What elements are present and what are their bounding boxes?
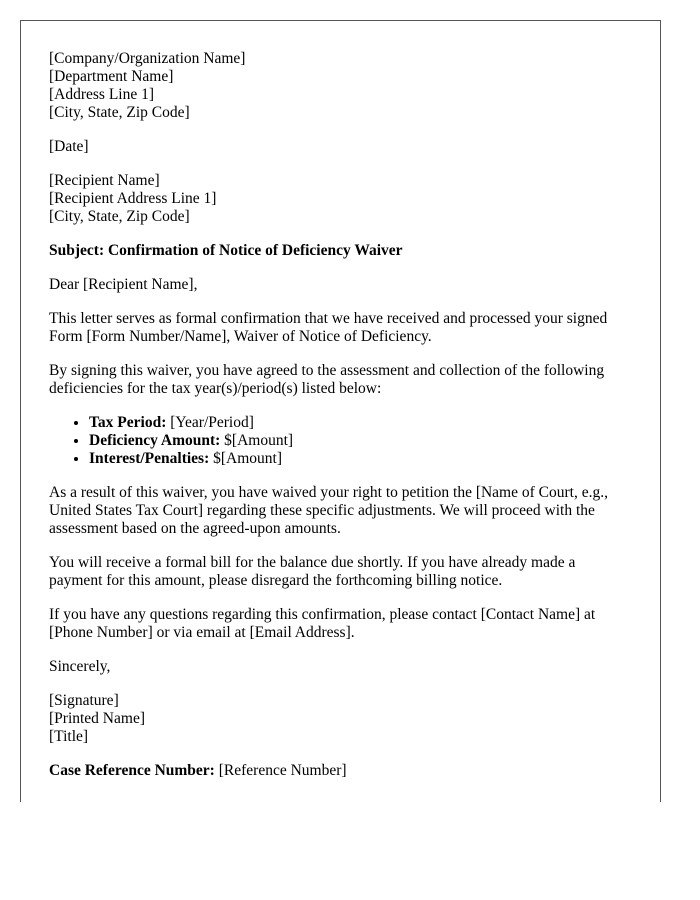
- signer-title: [Title]: [49, 728, 89, 745]
- letter-date: [49, 138, 632, 156]
- list-item-value: [Year/Period]: [170, 414, 254, 431]
- list-item-label: Tax Period:: [89, 414, 167, 431]
- deficiency-list: [49, 414, 632, 468]
- list-item-label: Interest/Penalties:: [89, 450, 210, 467]
- contact-paragraph: If you have any questions regarding this confirmation, please contact [Contact Name] at [Phone Number] or via email at [Email Address].: [49, 606, 596, 641]
- subject-line: Subject: Confirmation of Notice of Deficiency Waiver: [49, 242, 403, 259]
- recipient-address-block: [49, 172, 632, 226]
- sender-department: [Department Name]: [49, 68, 174, 85]
- list-item-value: $[Amount]: [213, 450, 283, 467]
- closing: Sincerely,: [49, 658, 111, 675]
- sender-company: [Company/Organization Name]: [49, 50, 246, 67]
- billing-paragraph: You will receive a formal bill for the balance due shortly. If you have already made a payment for this amount, please disregard the forthcoming billing notice.: [49, 554, 576, 589]
- list-item: [89, 450, 632, 468]
- signature-placeholder: [Signature]: [49, 692, 119, 709]
- list-item: [89, 432, 632, 450]
- sender-address-block: [49, 50, 632, 122]
- result-paragraph: As a result of this waiver, you have waived your right to petition the [Name of Court, e.g., United States Tax Court] regarding these specific adjustments. We will proceed with the assessment based on the agreed-upon amounts.: [49, 484, 608, 537]
- printed-name: [Printed Name]: [49, 710, 145, 727]
- agreement-paragraph: By signing this waiver, you have agreed to the assessment and collection of the following deficiencies for the tax year(s)/period(s) listed below:: [49, 362, 605, 397]
- sender-city-state-zip: [City, State, Zip Code]: [49, 104, 190, 121]
- letter-page: [20, 20, 661, 802]
- recipient-name: [Recipient Name]: [49, 172, 160, 189]
- salutation: Dear [Recipient Name],: [49, 276, 198, 293]
- list-item-label: Deficiency Amount:: [89, 432, 221, 449]
- date-text: [Date]: [49, 138, 89, 155]
- list-item: [89, 414, 632, 432]
- case-reference: [49, 762, 632, 780]
- signature-block: [49, 692, 632, 746]
- case-reference-value: [Reference Number]: [218, 762, 347, 779]
- list-item-value: $[Amount]: [224, 432, 294, 449]
- recipient-address-line1: [Recipient Address Line 1]: [49, 190, 217, 207]
- recipient-city-state-zip: [City, State, Zip Code]: [49, 208, 190, 225]
- intro-paragraph: This letter serves as formal confirmation that we have received and processed your signed Form [Form Number/Name], Waiver of Notice of Deficiency.: [49, 310, 608, 345]
- sender-address-line1: [Address Line 1]: [49, 86, 155, 103]
- case-reference-label: Case Reference Number:: [49, 762, 215, 779]
